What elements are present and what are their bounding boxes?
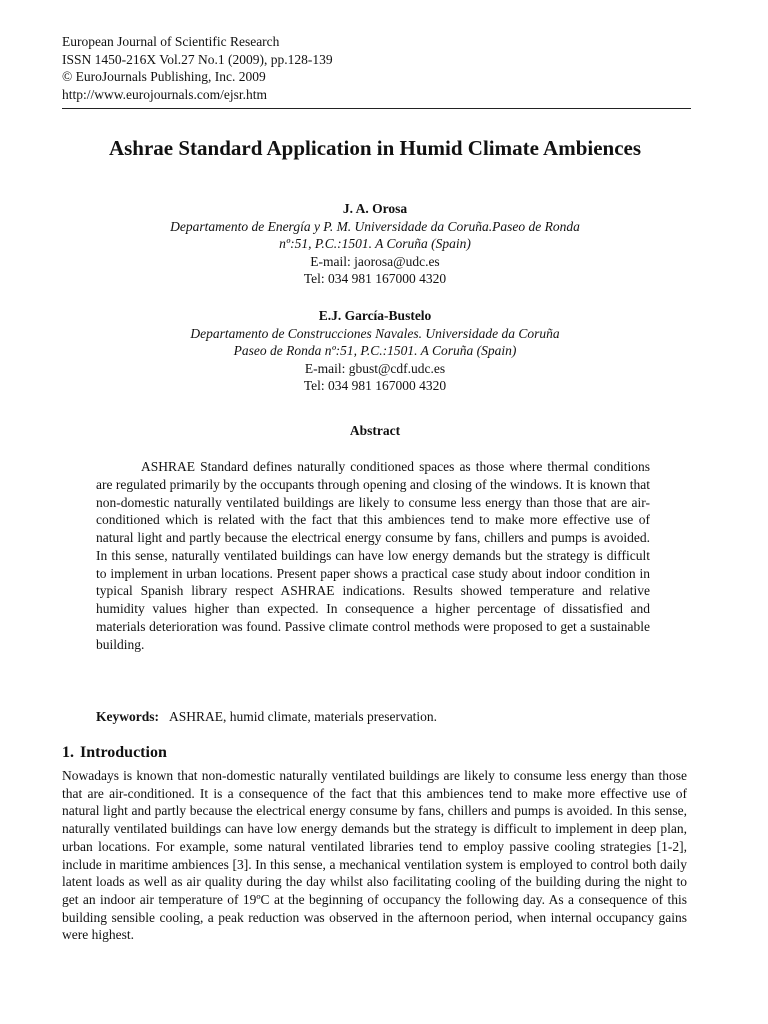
journal-header (62, 33, 333, 103)
author-block-2 (0, 307, 750, 395)
author-tel: Tel: 034 981 167000 4320 (303, 271, 447, 287)
author-affiliation-address: nº:51, P.C.:1501. A Coruña (Spain) (279, 236, 471, 252)
copyright-line: © EuroJournals Publishing, Inc. 2009 (62, 69, 266, 85)
author-email: E-mail: gbust@cdf.udc.es (304, 360, 446, 376)
journal-name: European Journal of Scientific Research (62, 34, 280, 49)
section-number: 1. (62, 744, 74, 761)
author-affiliation: Departamento de Energía y P. M. Universidade da Coruña.Paseo de Ronda (170, 218, 580, 234)
abstract-heading: Abstract (349, 423, 401, 438)
author-name: J. A. Orosa (342, 201, 408, 216)
author-name: E.J. García-Bustelo (318, 308, 432, 323)
header-divider (62, 108, 691, 109)
keywords-text: ASHRAE, humid climate, materials preservation. (169, 709, 438, 724)
author-block-1 (0, 200, 750, 288)
section-heading-introduction (62, 744, 167, 762)
author-affiliation: Departamento de Construcciones Navales. Universidade da Coruña (190, 325, 560, 341)
author-affiliation-address: Paseo de Ronda nº:51, P.C.:1501. A Coruña (Spain) (233, 343, 517, 359)
journal-url: http://www.eurojournals.com/ejsr.htm (62, 86, 267, 102)
section-title: Introduction (80, 744, 167, 761)
author-tel: Tel: 034 981 167000 4320 (303, 378, 447, 394)
author-email: E-mail: jaorosa@udc.es (310, 253, 440, 269)
keywords-line (96, 709, 656, 725)
keywords-label: Keywords: (96, 709, 159, 724)
issn-line: ISSN 1450-216X Vol.27 No.1 (2009), pp.128-139 (62, 51, 333, 67)
introduction-text: Nowadays is known that non-domestic naturally ventilated buildings are likely to consume less energy than those that are air-conditioned. It is a consequence of the fact that this ambiences tend to make more effective use of natural light and partly because the electrical energy consume by fans, chillers and pumps is avoided. In this sense, naturally ventilated buildings can have low energy demands but the strategy is difficult to implement in deep plan, urban locations. For example, some natural ventilated libraries tend to employ passive cooling strategies [1-2], include in maritime ambiences [3]. In this sense, a mechanical ventilation system is employed to control both daily latent loads as well as air quality during the day whilst also facilitating cooling of the building during the night to get an indoor air temperature of 19ºC at the beginning of occupancy the following day. As a consequence of this building sensible cooling, a peak reduction was observed in the afternoon period, when internal occupancy gains were highest. (62, 768, 687, 943)
paper-title: Ashrae Standard Application in Humid Climate Ambiences (108, 136, 642, 160)
abstract-text: ASHRAE Standard defines naturally conditioned spaces as those where thermal conditions are regulated primarily by the occupants through opening and closing of the windows. It is known that non-domestic naturally ventilated buildings are likely to consume less energy than those that are air-conditioned which is related with the fact that this ambiences tend to make more effective use of natural light and partly because the electrical energy consume by fans, chillers and pumps is avoided. In this sense, naturally ventilated buildings can have low energy demands but the strategy is difficult to implement in urban locations. Present paper shows a practical case study about indoor condition in typical Spanish library respect ASHRAE indications. Results showed temperature and relative humidity values higher than expected. In consequence a higher percentage of dissatisfied and materials deterioration was found. Passive climate control methods were proposed to get a sustainable building. (96, 459, 650, 652)
